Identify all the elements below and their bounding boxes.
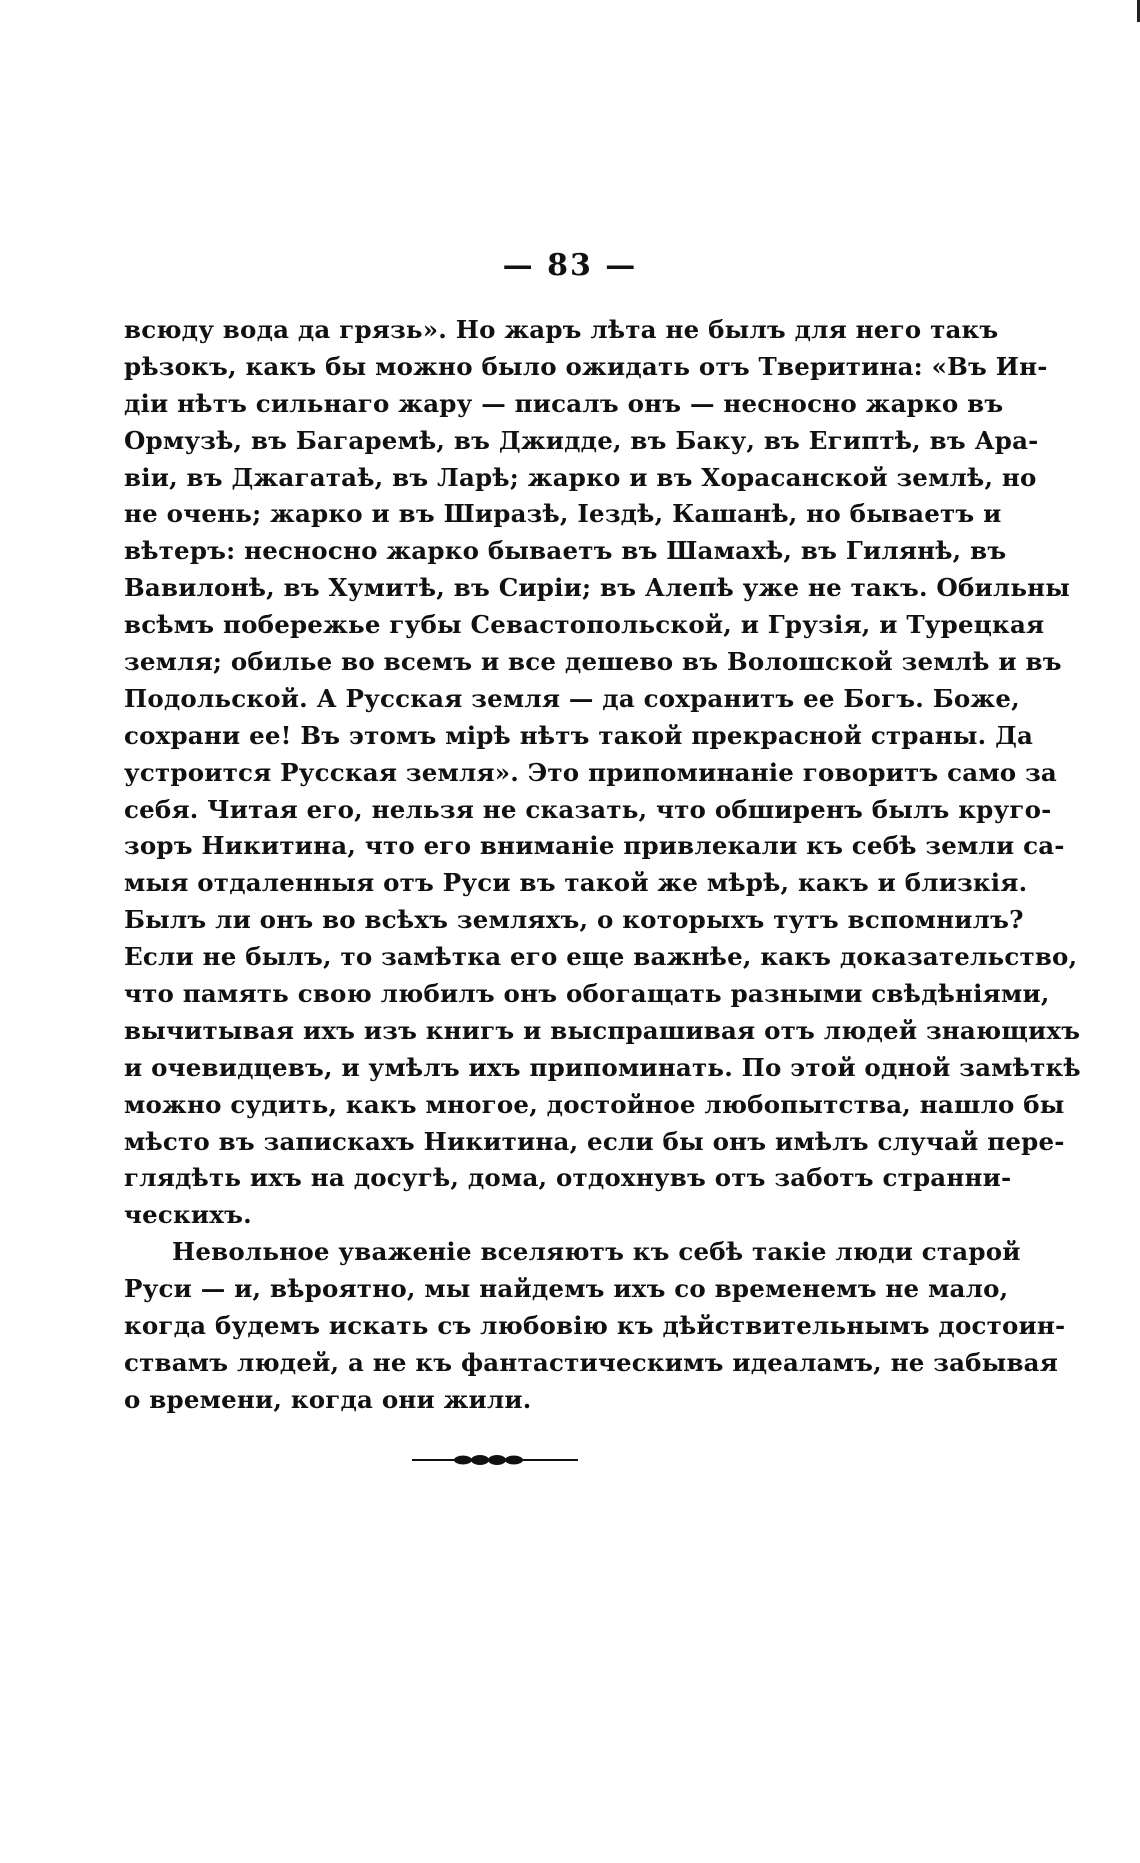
text-line: себя. Читая его, нельзя не сказать, что обширенъ былъ круго-	[124, 794, 1052, 824]
page-number: — 83 —	[502, 248, 638, 283]
text-line: Руси — и, вѣроятно, мы найдемъ ихъ со временемъ не мало,	[124, 1274, 1009, 1304]
text-line: устроится Русская земля». Это припоминаніе говоритъ само за	[124, 757, 1057, 787]
text-line: мыя отдаленныя отъ Руси въ такой же мѣрѣ, какъ и близкія.	[124, 868, 1028, 898]
text-line: ческихъ.	[124, 1200, 252, 1230]
body-text	[124, 312, 1081, 1419]
text-line: Ормузѣ, въ Багаремѣ, въ Джидде, въ Баку, въ Египтѣ, въ Ара-	[124, 425, 1039, 455]
paragraph-start-line: Невольное уваженіе вселяютъ къ себѣ такіе люди старой	[172, 1237, 1021, 1267]
text-line: Вавилонѣ, въ Хумитѣ, въ Сиріи; въ Алепѣ уже не такъ. Обильны	[124, 573, 1071, 603]
text-line: вѣтеръ: несносно жарко бываетъ въ Шамахѣ, въ Гилянѣ, въ	[124, 536, 1007, 566]
text-line: мѣсто въ запискахъ Никитина, если бы онъ имѣлъ случай пере-	[124, 1126, 1065, 1156]
text-line: не очень; жарко и въ Ширазѣ, Іездѣ, Кашанѣ, но бываетъ и	[124, 499, 1002, 529]
text-line: ствамъ людей, а не къ фантастическимъ идеаламъ, не забывая	[124, 1347, 1059, 1377]
text-line: сохрани ее! Въ этомъ мірѣ нѣтъ такой прекрасной страны. Да	[124, 720, 1034, 750]
text-line: всюду вода да грязь». Но жаръ лѣта не былъ для него такъ	[124, 315, 999, 344]
text-line: віи, въ Джагатаѣ, въ Ларѣ; жарко и въ Хорасанской землѣ, но	[124, 462, 1037, 492]
text-line: Если не былъ, то замѣтка его еще важнѣе, какъ доказательство,	[124, 942, 1078, 972]
text-line: можно судить, какъ многое, достойное любопытства, нашло бы	[124, 1089, 1065, 1119]
text-line: и очевидцевъ, и умѣлъ ихъ припоминать. По этой одной замѣткѣ	[124, 1052, 1081, 1082]
text-line: что память свою любилъ онъ обогащать разными свѣдѣніями,	[124, 979, 1050, 1009]
text-line: рѣзокъ, какъ бы можно было ожидать отъ Тверитина: «Въ Ин-	[124, 351, 1048, 381]
text-line: Подольской. А Русская земля — да сохранитъ ее Богъ. Боже,	[124, 683, 1020, 713]
end-ornament-icon	[0, 1453, 1140, 1467]
text-line: Былъ ли онъ во всѣхъ земляхъ, о которыхъ тутъ вспомнилъ?	[124, 905, 1024, 935]
text-line: всѣмъ побережье губы Севастопольской, и Грузія, и Турецкая	[124, 610, 1045, 640]
text-line: о времени, когда они жили.	[124, 1384, 532, 1414]
text-line: земля; обилье во всемъ и все дешево въ Волошской землѣ и въ	[124, 647, 1062, 677]
text-line: когда будемъ искать съ любовію къ дѣйствительнымъ достоин-	[124, 1311, 1066, 1341]
text-line: діи нѣтъ сильнаго жару — писалъ онъ — несносно жарко въ	[124, 388, 1004, 418]
text-line: глядѣть ихъ на досугѣ, дома, отдохнувъ отъ заботъ странни-	[124, 1163, 1012, 1193]
text-line: вычитывая ихъ изъ книгъ и выспрашивая отъ людей знающихъ	[124, 1015, 1081, 1045]
text-line: зоръ Никитина, что его вниманіе привлекали къ себѣ земли са-	[124, 831, 1065, 861]
